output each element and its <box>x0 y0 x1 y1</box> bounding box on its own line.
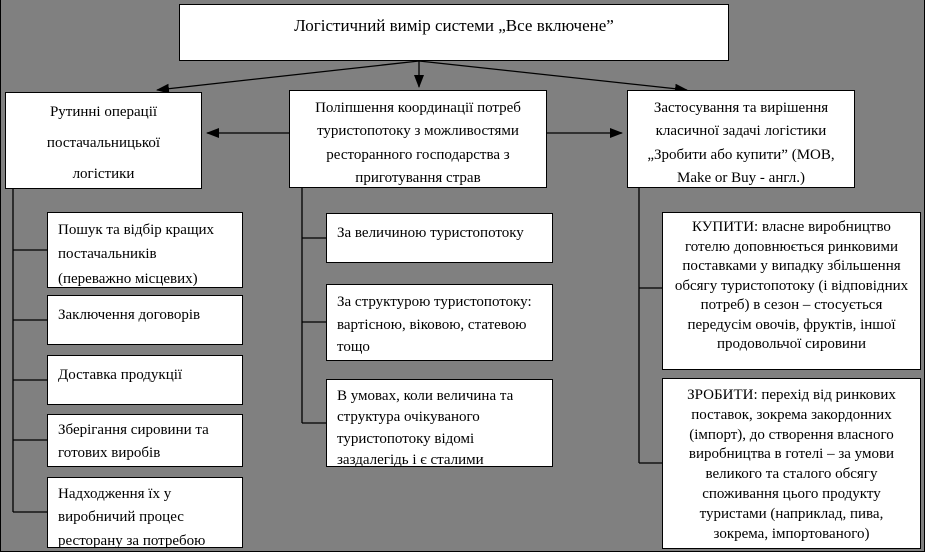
box-by-tourist-flow-structure-label: За структурою туристопотоку: вартісною, віковою, статевою тощо <box>337 294 532 355</box>
box-contract-conclusion-label: Заключення договорів <box>58 307 201 323</box>
box-routine-supply-logistics <box>5 92 202 189</box>
box-product-delivery <box>47 355 243 405</box>
left-branch-lines <box>13 189 47 512</box>
box-buy-option-label: КУПИТИ: власне виробництво готелю доповнюється ринковими поставками у випадку збільшення обсягу туристопотоку (і відповідних потреб) в сезон – стосується передусім овочів, фруктів, іншої продовольчої сировини <box>674 219 909 352</box>
box-contract-conclusion <box>47 295 243 345</box>
box-by-tourist-flow-volume-label: За величиною туристопотоку <box>337 225 524 241</box>
box-supplier-search-label: Пошук та відбір кращих постачальників (переважно місцевих) <box>58 222 215 287</box>
box-make-option <box>662 378 921 549</box>
box-storage-label: Зберігання сировини та готових виробів <box>58 422 209 462</box>
arrow-title-to-right <box>419 61 687 90</box>
right-branch-lines <box>639 188 662 463</box>
box-make-option-label: ЗРОБИТИ: перехід від ринкових поставок, зокрема закордонних (імпорт), до створення власного виробництва в готелі – за умови великого та сталого обсягу споживання цього продукту туристами (наприклад, пива, зокрема, імпортованого) <box>687 387 896 542</box>
box-production-input-label: Надходження їх у виробничий процес ресторану за потребою <box>58 486 206 549</box>
box-buy-option <box>662 212 921 370</box>
box-known-flow-conditions <box>326 379 553 467</box>
title-box <box>179 4 729 61</box>
box-product-delivery-label: Доставка продукції <box>58 367 183 383</box>
middle-branch-lines <box>302 188 326 423</box>
arrow-title-to-left <box>157 61 419 90</box>
title-label: Логістичний вимір системи „Все включене” <box>294 16 614 35</box>
box-storage <box>47 414 243 467</box>
box-known-flow-conditions-label: В умовах, коли величина та структура очікуваного туристопотоку відомі заздалегідь і є сталими <box>337 388 514 468</box>
box-make-or-buy <box>627 90 855 188</box>
box-coordination-improvement-label: Поліпшення координації потреб туристопотоку з можливостями ресторанного господарства з приготування страв <box>315 100 521 186</box>
box-production-input <box>47 477 243 548</box>
box-by-tourist-flow-structure <box>326 284 553 361</box>
box-routine-supply-logistics-label: Рутинні операції постачальницької логістики <box>46 104 161 182</box>
box-coordination-improvement <box>289 90 547 188</box>
box-make-or-buy-label: Застосування та вирішення класичної задачі логістики „Зробити або купити” (МОВ, Make or Buy - англ.) <box>647 100 835 186</box>
box-by-tourist-flow-volume <box>326 213 553 263</box>
box-supplier-search <box>47 212 243 288</box>
